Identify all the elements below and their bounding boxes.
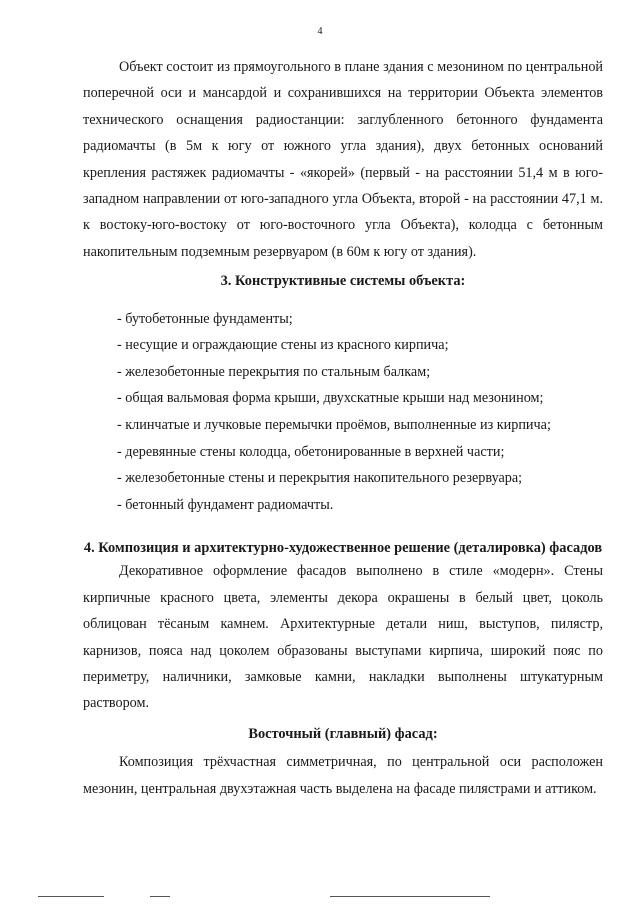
section-heading-composition: 4. Композиция и архитектурно-художественное решение (деталировка) фасадов xyxy=(83,540,603,557)
list-item: - бутобетонные фундаменты; xyxy=(117,310,293,327)
list-item: - клинчатые и лучковые перемычки проёмов, выполненные из кирпича; xyxy=(117,417,551,434)
footer-rule-mid xyxy=(150,896,170,897)
list-item: - железобетонные перекрытия по стальным балкам; xyxy=(117,363,431,380)
footer-rule-left xyxy=(38,896,104,897)
section-heading-structural-systems: 3. Конструктивные системы объекта: xyxy=(220,273,466,290)
subheading-east-facade: Восточный (главный) фасад: xyxy=(248,725,438,742)
list-item: - общая вальмовая форма крыши, двухскатные крыши над мезонином; xyxy=(117,390,544,407)
structural-systems-list xyxy=(83,306,603,519)
footer-rule-right xyxy=(330,896,490,897)
list-item: - бетонный фундамент радиомачты. xyxy=(117,496,334,513)
list-item: - деревянные стены колодца, обетонированные в верхней части; xyxy=(117,443,505,460)
document-body xyxy=(83,54,603,802)
paragraph-object-description: Объект состоит из прямоугольного в плане здания с мезонином по центральной поперечной оси и мансардой и сохранившихся на территории Объекта элементов технического оснащения радиостанции: заглубленного бетонного фундамента радиомачты (в 5м к югу от южного угла здания), двух бетонных оснований крепления растяжек радиомачты - «якорей» (первый - на расстоянии 51,4 м в юго-западном направлении от юго-западного угла Объекта, второй - на расстоянии 47,1 м. к востоку-юго-востоку от юго-восточного угла Объекта), колодца с бетонным накопительным подземным резервуаром (в 60м к югу от здания). xyxy=(83,59,603,260)
list-item: - железобетонные стены и перекрытия накопительного резервуара; xyxy=(117,470,523,487)
paragraph-decoration: Декоративное оформление фасадов выполнено в стиле «модерн». Стены кирпичные красного цвета, элементы декора окрашены в белый цвет, цоколь облицован тёсаным камнем. Архитектурные детали ниш, выступов, пилястр, карнизов, пояса над цоколем образованы выступами кирпича, широкий пояс по периметру, наличники, замковые камни, накладки выполнены штукатурным раствором. xyxy=(83,563,603,712)
page-number: 4 xyxy=(317,26,323,37)
list-item: - несущие и ограждающие стены из красного кирпича; xyxy=(117,337,449,354)
paragraph-east-facade: Композиция трёхчастная симметричная, по центральной оси расположен мезонин, центральная двухэтажная часть выделена на фасаде пилястрами и аттиком. xyxy=(83,754,603,797)
